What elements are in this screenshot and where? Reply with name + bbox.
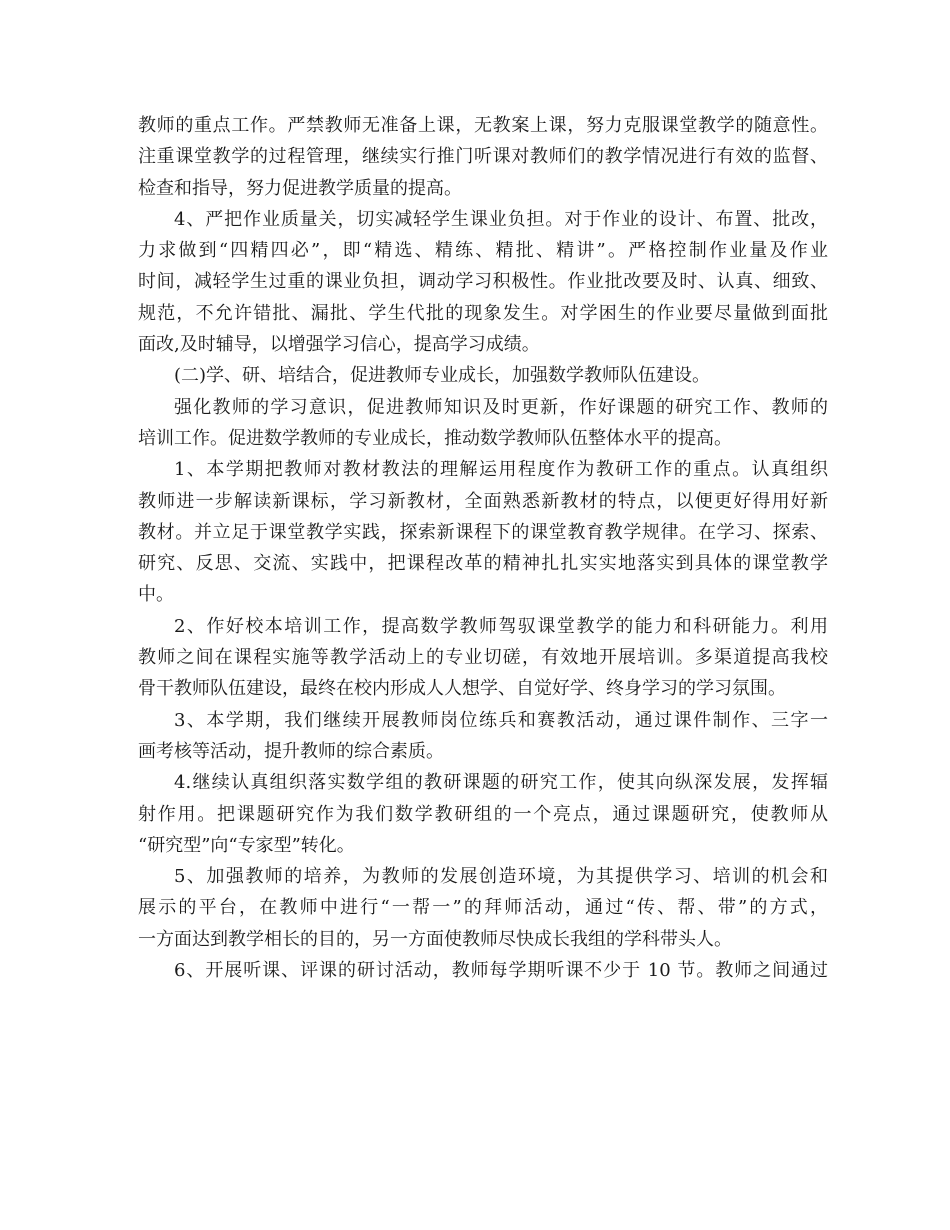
text-line: 1、本学期把教师对教材教法的理解运用程度作为教研工作的重点。认真组织 xyxy=(174,459,828,481)
text-line: 检查和指导，努力促进教学质量的提高。 xyxy=(138,177,462,199)
text-line: 规范，不允许错批、漏批、学生代批的现象发生。对学困生的作业要尽量做到面批 xyxy=(138,302,828,324)
text-line: 教材。并立足于课堂教学实践，探索新课程下的课堂教育教学规律。在学习、探索、 xyxy=(138,521,828,543)
text-line: 4.继续认真组织落实数学组的教研课题的研究工作，使其向纵深发展，发挥辐 xyxy=(174,772,828,794)
text-line: 面改,及时辅导，以增强学习信心，提高学习成绩。 xyxy=(138,334,540,356)
text-line: 教师进一步解读新课标，学习新教材，全面熟悉新教材的特点，以便更好得用好新 xyxy=(138,490,828,512)
text-line: 骨干教师队伍建设，最终在校内形成人人想学、自觉好学、终身学习的学习氛围。 xyxy=(138,678,786,700)
text-line: 研究、反思、交流、实践中，把课程改革的精神扎扎实实地落实到具体的课堂教学 xyxy=(138,553,828,575)
document-body xyxy=(138,110,828,986)
text-line: 3、本学期，我们继续开展教师岗位练兵和赛教活动，通过课件制作、三字一 xyxy=(174,709,828,731)
text-line: 展示的平台，在教师中进行“一帮一”的拜师活动，通过“传、帮、带”的方式， xyxy=(138,897,828,919)
text-line: 射作用。把课题研究作为我们数学教研组的一个亮点，通过课题研究，使教师从 xyxy=(138,803,828,825)
text-line: 时间，减轻学生过重的课业负担，调动学习积极性。作业批改要及时、认真、细致、 xyxy=(138,271,828,293)
text-line: 力求做到“四精四必”，即“精选、精练、精批、精讲”。严格控制作业量及作业 xyxy=(138,240,828,262)
text-line: 中。 xyxy=(138,584,174,606)
text-line: 培训工作。促进数学教师的专业成长，推动数学教师队伍整体水平的提高。 xyxy=(138,427,732,449)
text-line: 教师之间在课程实施等教学活动上的专业切磋，有效地开展培训。多渠道提高我校 xyxy=(138,647,828,669)
text-line: 教师的重点工作。严禁教师无准备上课，无教案上课，努力克服课堂教学的随意性。 xyxy=(138,115,828,136)
text-line: 5、加强教师的培养，为教师的发展创造环境，为其提供学习、培训的机会和 xyxy=(174,866,828,888)
text-line: 一方面达到教学相长的目的，另一方面使教师尽快成长我组的学科带头人。 xyxy=(138,928,732,950)
text-line: (二)学、研、培结合，促进教师专业成长，加强数学教师队伍建设。 xyxy=(174,365,711,387)
text-line: 强化教师的学习意识，促进教师知识及时更新，作好课题的研究工作、教师的 xyxy=(174,396,828,418)
text-line: 2、作好校本培训工作，提高数学教师驾驭课堂教学的能力和科研能力。利用 xyxy=(174,615,828,637)
text-line: 画考核等活动，提升教师的综合素质。 xyxy=(138,740,444,762)
text-line: 4、严把作业质量关，切实减轻学生课业负担。对于作业的设计、布置、批改， xyxy=(174,208,828,230)
text-line: 6、开展听课、评课的研讨活动，教师每学期听课不少于 10 节。教师之间通过 xyxy=(174,960,828,982)
text-line: 注重课堂教学的过程管理，继续实行推门听课对教师们的教学情况进行有效的监督、 xyxy=(138,146,828,168)
text-line: “研究型”向“专家型”转化。 xyxy=(138,834,355,856)
